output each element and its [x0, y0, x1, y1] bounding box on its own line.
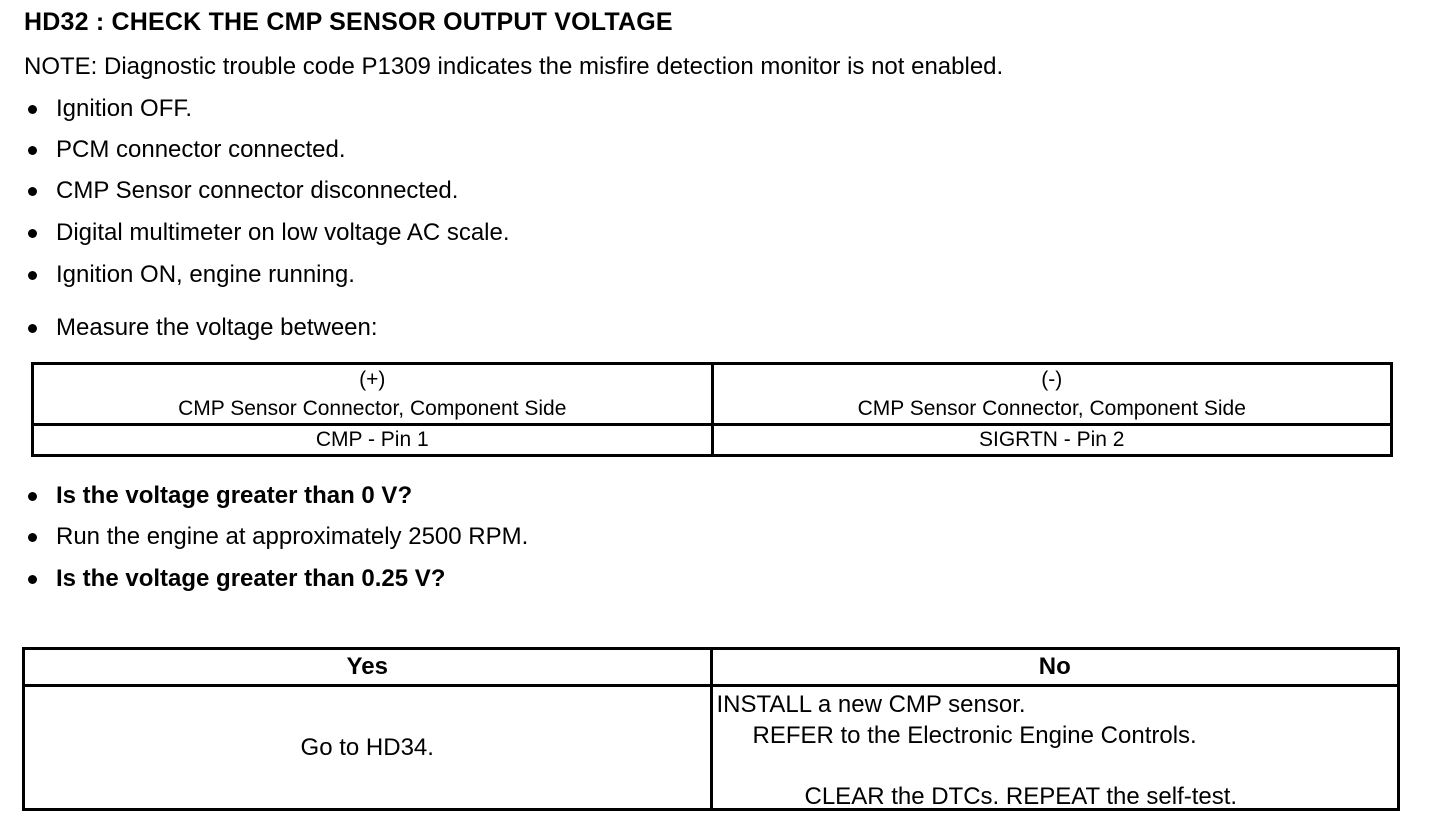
minus-connector-label: CMP Sensor Connector, Component Side [857, 397, 1246, 420]
measure-table-header-row [33, 364, 1392, 425]
bullet-icon [28, 492, 37, 501]
plus-lead-header [33, 364, 713, 425]
yes-action-cell [24, 686, 712, 810]
measure-prompt-text: Measure the voltage between: [56, 314, 378, 341]
question-text: Is the voltage greater than 0.25 V? [56, 565, 446, 592]
question-item [26, 565, 445, 593]
measure-prompt [26, 314, 378, 342]
condition-item [26, 136, 346, 164]
minus-pin-cell: SIGRTN - Pin 2 [712, 425, 1392, 456]
measure-table-row [33, 425, 1392, 456]
bullet-icon [28, 146, 37, 155]
minus-symbol: (-) [1041, 368, 1063, 391]
minus-lead-header [712, 364, 1392, 425]
no-action-cell [711, 686, 1399, 810]
yes-header: Yes [24, 649, 712, 686]
page-title: HD32 : CHECK THE CMP SENSOR OUTPUT VOLTAGE [24, 8, 673, 36]
bullet-icon [28, 187, 37, 196]
step-item [26, 523, 528, 551]
diagnostic-note: NOTE: Diagnostic trouble code P1309 indicates the misfire detection monitor is not enabled. [24, 53, 1004, 80]
bullet-icon [28, 271, 37, 280]
condition-text: Digital multimeter on low voltage AC scale. [56, 219, 510, 246]
condition-item [26, 177, 458, 205]
result-table-header-row [24, 649, 1399, 686]
result-table-row [24, 686, 1399, 810]
no-action-refer: REFER to the Electronic Engine Controls. [752, 722, 1197, 749]
no-action-clear: CLEAR the DTCs. REPEAT the self-test. [804, 783, 1238, 810]
bullet-icon [28, 575, 37, 584]
condition-text: Ignition ON, engine running. [56, 261, 355, 288]
condition-item [26, 261, 355, 289]
result-table [22, 647, 1400, 811]
plus-pin-cell: CMP - Pin 1 [33, 425, 713, 456]
no-action-install: INSTALL a new CMP sensor. [716, 691, 1026, 718]
condition-text: CMP Sensor connector disconnected. [56, 177, 459, 204]
step-text: Run the engine at approximately 2500 RPM. [56, 523, 529, 550]
plus-symbol: (+) [359, 368, 386, 391]
bullet-icon [28, 105, 37, 114]
measure-table [31, 362, 1393, 457]
yes-action-link[interactable]: Go to HD34. [300, 733, 434, 761]
condition-text: Ignition OFF. [56, 95, 193, 122]
condition-item [26, 219, 510, 247]
bullet-icon [28, 533, 37, 542]
plus-connector-label: CMP Sensor Connector, Component Side [178, 397, 567, 420]
question-item [26, 482, 412, 510]
bullet-icon [28, 324, 37, 333]
condition-item [26, 95, 192, 123]
condition-text: PCM connector connected. [56, 136, 346, 163]
bullet-icon [28, 229, 37, 238]
question-text: Is the voltage greater than 0 V? [56, 482, 413, 509]
no-header: No [711, 649, 1399, 686]
